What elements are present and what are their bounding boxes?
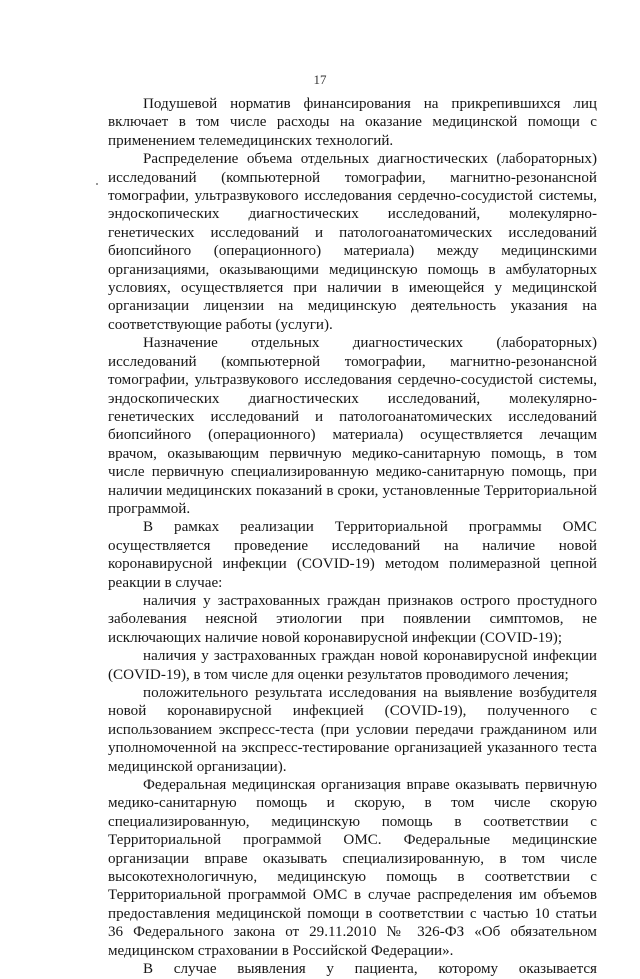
paragraph-covid-testing-intro: В рамках реализации Территориальной программы ОМС осуществляется проведение исследований на наличие новой коронавирусной инфекции (COVID-19) методом полимеразной цепной реакции в случае: xyxy=(108,519,597,591)
paragraph-capitation-standard: Подушевой норматив финансирования на прикрепившихся лиц включает в том числе расходы на оказание медицинской помощи с применением телемедицинских технологий. xyxy=(108,96,597,149)
page-number: 17 xyxy=(313,72,327,87)
paragraph-federal-organizations: Федеральная медицинская организация вправе оказывать первичную медико-санитарную помощь и скорую, в том числе скорую специализированную, медицинскую помощь в соответствии с Территориальной программой ОМС. Федеральные медицинские организации вправе оказывать специализированную, в том числе высокотехнологичную, медицинскую помощь в соответствии с Территориальной программой ОМС в случае распределения им объемов предоставления медицинской помощи в соответствии с частью 10 статьи 36 Федерального закона от 29.11.2010 № 326-ФЗ «Об обязательном медицинском страховании в Российской Федерации». xyxy=(108,777,597,959)
margin-mark xyxy=(96,183,98,185)
paragraph-covid-case-symptoms: наличия у застрахованных граждан признаков острого простудного заболевания неясной этиологии при появлении симптомов, не исключающих наличие новой коронавирусной инфекции (COVID-19); xyxy=(108,592,597,646)
paragraph-covid-case-express-test: положительного результата исследования на выявление возбудителя новой коронавирусной инфекцией (COVID-19), полученного с использованием экспресс-теста (при условии передачи гражданином или уполномоченной на экспресс-тестирование организацией указанного теста медицинской организации). xyxy=(108,685,597,775)
paragraph-diagnostic-distribution: Распределение объема отдельных диагностических (лабораторных) исследований (компьютерной томографии, магнитно-резонансной томографии, ультразвукового исследования сердечно-сосудистой системы, эндоскопических диагностических исследований, молекулярно-генетических исследований и патологоанатомических исследований биопсийного (операционного) материала) между медицинскими организациями, оказывающими медицинскую помощь в амбулаторных условиях, осуществляется при наличии в имеющейся у медицинской организации лицензии на медицинскую деятельность указания на соответствующие работы (услуги). xyxy=(108,151,597,333)
paragraph-covid-case-treatment: наличия у застрахованных граждан новой коронавирусной инфекции (COVID-19), в том числе для оценки результатов проводимого лечения; xyxy=(108,648,597,683)
document-body xyxy=(108,95,597,979)
paragraph-diagnostic-prescription: Назначение отдельных диагностических (лабораторных) исследований (компьютерной томографии, магнитно-резонансной томографии, ультразвукового исследования сердечно-сосудистой системы, эндоскопических диагностических исследований, молекулярно-генетических исследований и патологоанатомических исследований биопсийного (операционного) материала) осуществляется лечащим врачом, оказывающим первичную медико-санитарную помощь, в том числе первичную специализированную медико-санитарную помощь, при наличии медицинских показаний в сроки, установленные Территориальной программой. xyxy=(108,335,597,517)
paragraph-case-detection: В случае выявления у пациента, которому оказывается xyxy=(143,961,597,978)
